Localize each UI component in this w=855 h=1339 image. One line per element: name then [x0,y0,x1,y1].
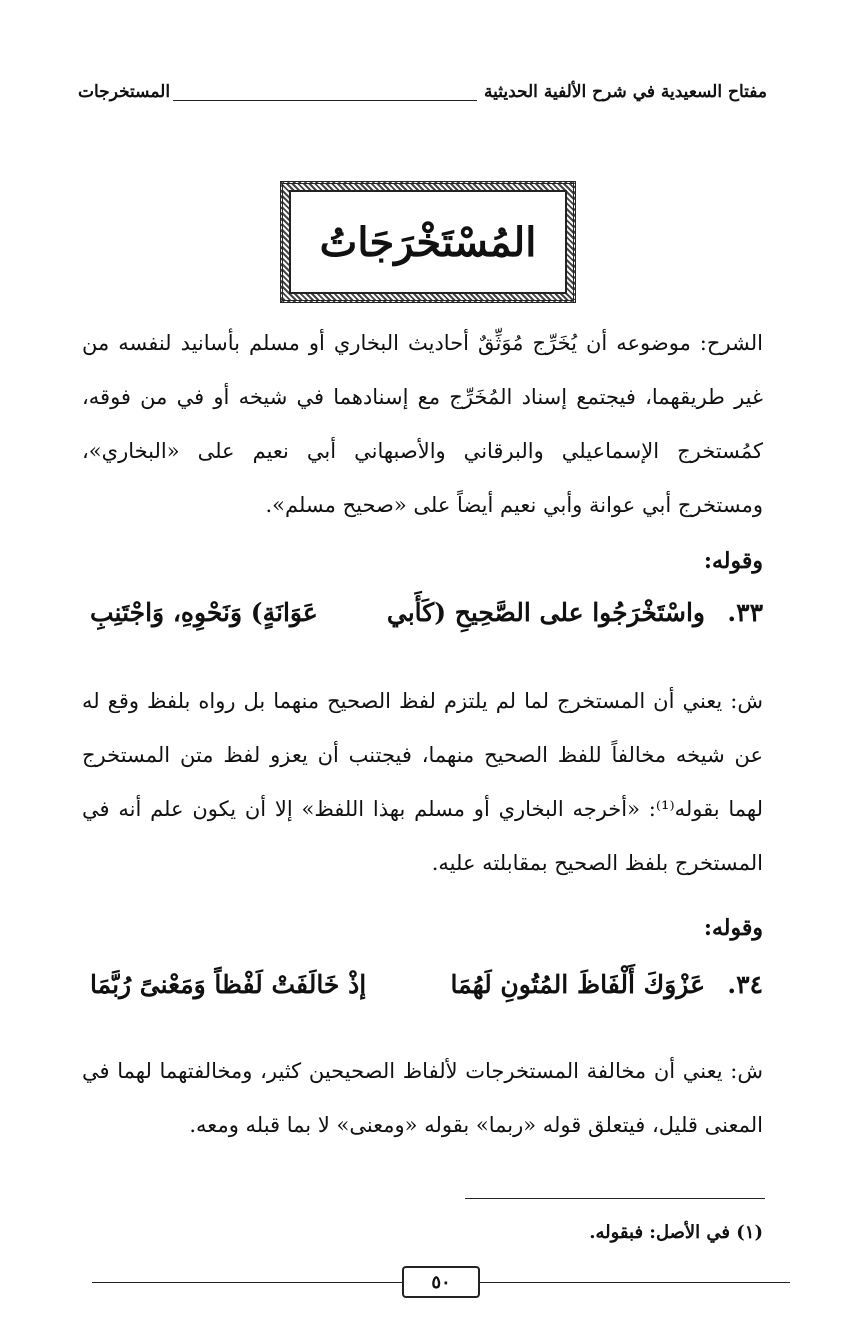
chapter-title: المُسْتَخْرَجَاتُ [319,218,537,266]
verse-second-hemistich: إذْ خَالَفَتْ لَفْظاً وَمَعْنىً رُبَّمَا [90,970,367,999]
running-header-book-title: مفتاح السعيدية في شرح الألفية الحديثية [484,82,767,102]
page-number: ٥٠ [402,1266,480,1298]
commentary-paragraph-2: ش: يعني أن المستخرج لما لم يلتزم لفظ الصحيح منهما بل رواه بلفظ وقع له عن شيخه مخالفاً للفظ الصحيح منهما، فيجتنب أن يعزو لفظ متن المستخرج لهما بقوله⁽¹⁾: «أخرجه البخاري أو مسلم بهذا اللفظ» إلا أن يكون علم أنه في المستخرج بلفظ الصحيح بمقابلته عليه. [82,689,763,875]
quote-label-1: وقوله: [703,548,763,574]
running-header [78,82,767,116]
verse-second-hemistich: عَوَانَةٍ) وَنَحْوِهِ، وَاجْتَنِبِ [90,598,318,627]
verse-first-hemistich: واسْتَخْرَجُوا على الصَّحِيحِ (كَأَبي [386,598,705,627]
verse-number: ٣٣. [727,598,763,627]
chapter-title-frame [280,181,576,303]
commentary-paragraph-1: الشرح: موضوعه أن يُخَرِّج مُوَثِّقٌ أحاديث البخاري أو مسلم بأسانيد لنفسه من غير طريقهما، فيجتمع إسناد المُخَرِّج مع إسنادهما في شيخه أو في من فوقه، كمُستخرج الإسماعيلي والبرقاني والأصبهاني أبي نعيم على «البخاري»، ومستخرج أبي عوانة وأبي نعيم أيضاً على «صحيح مسلم». [82,331,763,517]
verse-34 [90,970,763,1020]
quote-label-2: وقوله: [703,915,763,941]
folio-rule-right [480,1282,790,1283]
footnote-1: (١) في الأصل: فبقوله. [589,1222,763,1243]
verse-33 [90,598,763,648]
chapter-title-inner-box [289,190,567,294]
running-header-rule [173,100,477,101]
verse-first-hemistich: عَزْوَكَ أَلْفَاظَ المُتُونِ لَهُمَا [450,970,705,999]
commentary-paragraph-3: ش: يعني أن مخالفة المستخرجات لألفاظ الصحيحين كثير، ومخالفتهما لهما في المعنى قليل، فيتعلق قوله «ربما» بقوله «ومعنى» لا بما قبله ومعه. [82,1059,763,1137]
folio-rule-left [92,1282,402,1283]
running-header-chapter: المستخرجات [78,82,171,102]
verse-number: ٣٤. [727,970,763,999]
footnote-separator [465,1198,765,1199]
